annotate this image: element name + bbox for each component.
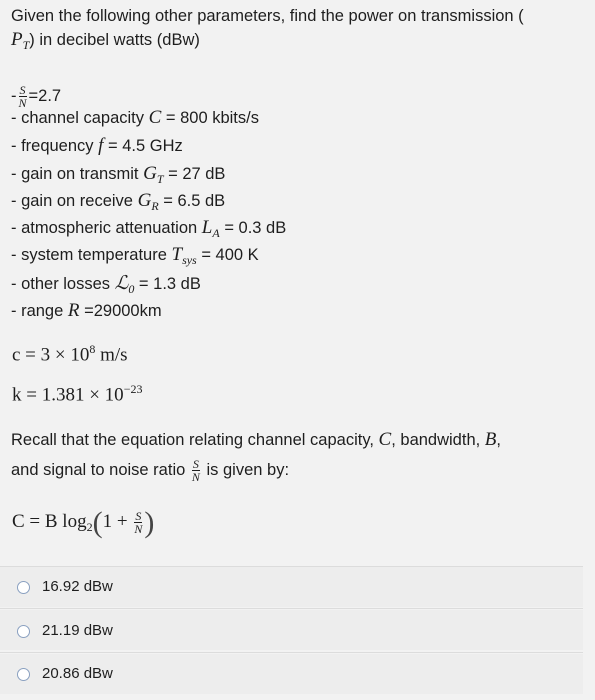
param-frequency: - frequency f = 4.5 GHz xyxy=(11,135,183,156)
option-1-label[interactable]: 16.92 dBw xyxy=(42,578,113,595)
param-atm-attenuation: - atmospheric attenuation $L_A = 0.3$ dB xyxy=(11,217,287,240)
question-prompt xyxy=(11,4,591,57)
param-range: - range R =29000km xyxy=(11,300,162,321)
option-3[interactable] xyxy=(0,654,583,694)
option-2-label[interactable]: 21.19 dBw xyxy=(42,622,113,639)
option-3-label[interactable]: 20.86 dBw xyxy=(42,665,113,682)
snr-fraction: $\frac{S}{N}$ xyxy=(18,83,27,110)
option-2[interactable] xyxy=(0,610,583,650)
param-gain-transmit: - gain on transmit $G_T = 27$ dB xyxy=(11,163,226,186)
option-1[interactable] xyxy=(0,567,583,607)
param-other-losses: - other losses ℒ$_0$ = 1.3 dB xyxy=(11,273,201,296)
recall-paragraph: Recall that the equation relating channel capacity, C, bandwidth, B, and signal to noise ratio $\frac{S}{N}$ is given by: xyxy=(11,429,501,485)
radio-option-3[interactable] xyxy=(17,668,30,681)
param-gain-receive: - gain on receive $G_R = 6.5$ dB xyxy=(11,190,226,213)
param-capacity: - channel capacity C = 800 kbits/s xyxy=(11,107,259,128)
pt-symbol: P xyxy=(11,29,23,50)
snr-value: =2.7 xyxy=(28,86,62,105)
shannon-formula: C = B $\log_2(1$ + $\frac{S}{N}$ ) xyxy=(12,506,155,539)
radio-option-1[interactable] xyxy=(17,581,30,594)
question-intro: Given the following other parameters, find the power on transmission ( xyxy=(11,7,524,25)
radio-option-2[interactable] xyxy=(17,625,30,638)
param-sys-temp: - system temperature $T_{sys} = 400$ K xyxy=(11,244,259,267)
snr-fraction-inline: $\frac{S}{N}$ xyxy=(191,457,200,485)
question-intro-end: ) in decibel watts (dBw) xyxy=(29,31,200,49)
speed-of-light-eq: $c = 3 \times 10^8$ m/s xyxy=(12,342,128,366)
boltzmann-eq: $k = 1.381 \times 10^{-23}$ xyxy=(12,382,143,406)
param-snr: - $\frac{S}{N}$ =2.7 xyxy=(11,83,62,110)
pt-subscript: T xyxy=(22,38,30,52)
